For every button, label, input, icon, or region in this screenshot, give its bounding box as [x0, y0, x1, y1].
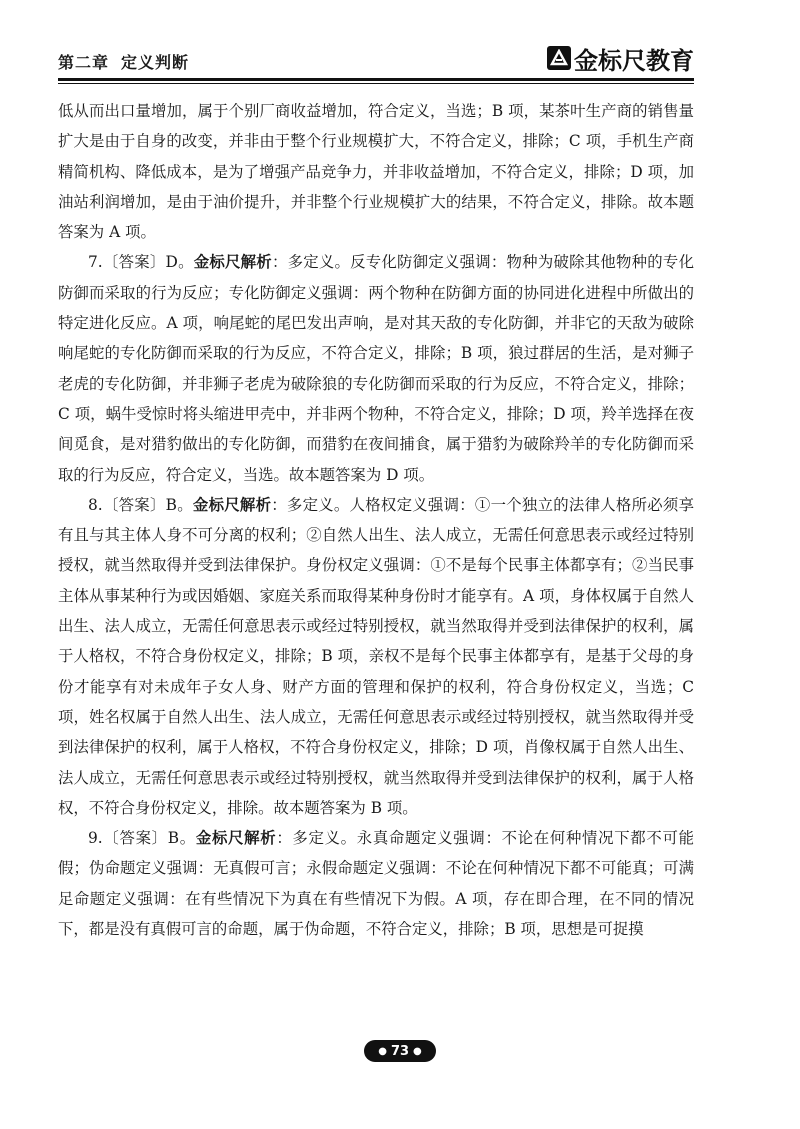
- bullet-dot-icon: ●: [413, 1045, 422, 1057]
- analysis-label: 金标尺解析: [195, 829, 277, 848]
- answer-value: D。: [165, 253, 194, 272]
- page-number: 73: [390, 1043, 410, 1059]
- brand-logo-text: 金标尺教育: [574, 46, 694, 75]
- answer-label: 〔答案〕: [102, 829, 168, 848]
- header-rule-thin: [58, 83, 694, 84]
- question-item-8: [58, 490, 694, 823]
- analysis-label: 金标尺解析: [192, 495, 272, 514]
- analysis-label: 金标尺解析: [193, 253, 272, 272]
- page-content: [58, 96, 694, 944]
- answer-value: B。: [167, 829, 196, 848]
- analysis-text: ：多定义。永真命题定义强调：不论在何种情况下都不可能假；伪命题定义强调：无真假可言；永假命题定义强调：不论在何种情况下都不可能真；可满足命题定义强调：在有些情况下为真在有些情况下为假。A 项，存在即合理，在不同的情况下，都是没有真假可言的命题，属于伪命题，不符合定义，排除；B 项，思想是可捉摸: [58, 829, 694, 939]
- item-number: 8.: [88, 495, 103, 514]
- chapter-number: 第二章: [58, 53, 110, 72]
- page-footer: [0, 1040, 800, 1062]
- continued-paragraph: 低从而出口量增加，属于个别厂商收益增加，符合定义，当选；B 项，某茶叶生产商的销售量扩大是由于自身的改变，并非由于整个行业规模扩大，不符合定义，排除；C 项，手机生产商精简机构、降低成本，是为了增强产品竞争力，并非收益增加，不符合定义，排除；D 项，加油站利润增加，是由于油价提升，并非整个行业规模扩大的结果，不符合定义，排除。故本题答案为 A 项。: [58, 102, 694, 242]
- analysis-text: ：多定义。人格权定义强调：①一个独立的法律人格所必须享有且与其主体人身不可分离的权利；②自然人出生、法人成立，无需任何意思表示或经过特别授权，就当然取得并受到法律保护。身份权定义强调：①不是每个民事主体都享有；②当民事主体从事某种行为或因婚姻、家庭关系而取得某种身份时才能享有。A 项，身体权属于自然人出生、法人成立，无需任何意思表示或经过特别授权，就当然取得并受到法律保护的权利，属于人格权，不符合身份权定义，排除；B 项，亲权不是每个民事主体都享有，是基于父母的身份才能享有对未成年子女人身、财产方面的管理和保护的权利，符合身份权定义，当选；C 项，姓名权属于自然人出生、法人成立，无需任何意思表示或经过特别授权，就当然取得并受到法律保护的权利，属于人格权，不符合身份权定义，排除；D 项，肖像权属于自然人出生、法人成立，无需任何意思表示或经过特别授权，就当然取得并受到法律保护的权利，属于人格权，不符合身份权定义，排除。故本题答案为 B 项。: [58, 495, 694, 817]
- page-header: [58, 44, 694, 74]
- brand-logo: [547, 44, 694, 75]
- section-title: 定义判断: [121, 53, 190, 72]
- item-number: 7.: [88, 253, 103, 272]
- brand-logo-icon: [547, 46, 571, 70]
- chapter-title: [58, 50, 189, 73]
- answer-label: 〔答案〕: [102, 495, 166, 514]
- bullet-dot-icon: ●: [378, 1045, 387, 1057]
- answer-value: B。: [165, 495, 193, 514]
- question-item-9: [58, 823, 694, 944]
- page-number-badge: [364, 1040, 436, 1062]
- header-rule: [58, 78, 694, 81]
- item-number: 9.: [88, 829, 103, 848]
- answer-label: 〔答案〕: [102, 253, 166, 272]
- analysis-text: ：多定义。反专化防御定义强调：物种为破除其他物种的专化防御而采取的行为反应；专化防御定义强调：两个物种在防御方面的协同进化进程中所做出的特定进化反应。A 项，响尾蛇的尾巴发出声响，是对其天敌的专化防御，并非它的天敌为破除响尾蛇的专化防御而采取的行为反应，不符合定义，排除；B 项，狼过群居的生活，是对狮子老虎的专化防御，并非狮子老虎为破除狼的专化防御而采取的行为反应，不符合定义，排除；C 项，蜗牛受惊时将头缩进甲壳中，并非两个物种，不符合定义，排除；D 项，羚羊选择在夜间觅食，是对猎豹做出的专化防御，而猎豹在夜间捕食，属于猎豹为破除羚羊的专化防御而采取的行为反应，符合定义，当选。故本题答案为 D 项。: [58, 253, 694, 484]
- question-item-7: [58, 247, 694, 489]
